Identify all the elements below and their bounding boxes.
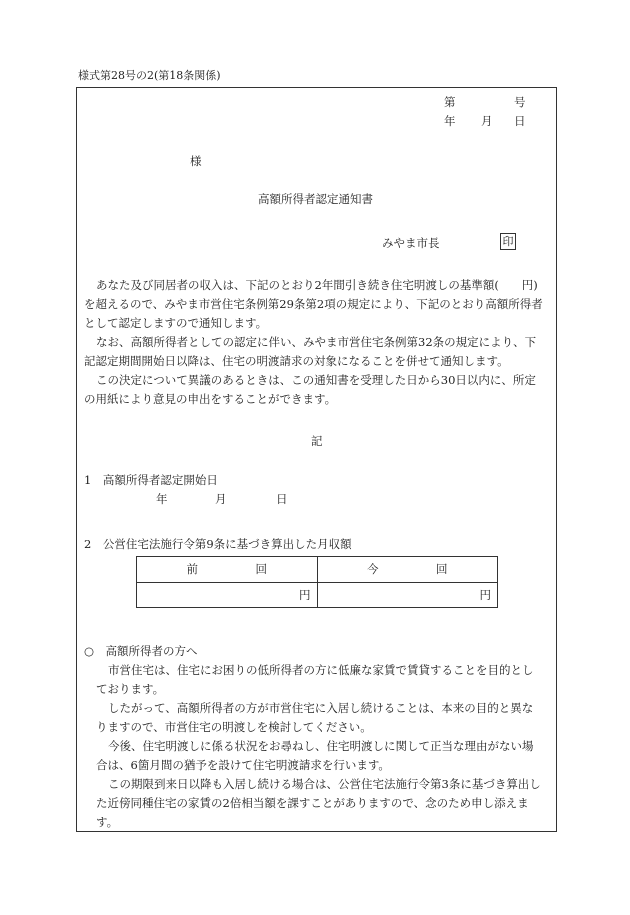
date-year: 年 [444,114,456,128]
number-suffix: 号 [514,95,526,109]
date-month: 月 [481,114,493,128]
notice-n2-line2: りますので、市営住宅の明渡しを検討してください。 [96,720,372,734]
body-p1-line1: あなた及び同居者の収入は、下記のとおり2年間引き続き住宅明渡しの基準額( 円) [96,278,538,292]
body-p3-line2: の用紙により意見の申出をすることができます。 [84,392,337,406]
seal-mark: 印 [500,233,516,250]
notice-n3-line2: 合は、6箇月間の猶予を設けて住宅明渡請求を行います。 [96,758,390,772]
notice-n1-line1: 市営住宅は、住宅にお困りの低所得者の方に低廉な家賃で賃貸することを目的とし [108,663,534,677]
col-current-header: 今 回 [317,557,498,583]
form-label: 様式第28号の2(第18条関係) [78,69,221,82]
body-p2-line2: 記認定期間開始日以降は、住宅の明渡請求の対象になることを併せて通知します。 [84,354,509,368]
issuer-name: みやま市長 [382,236,440,250]
item2-heading: 2 公営住宅法施行令第9条に基づき算出した月収額 [84,537,352,551]
number-prefix: 第 [444,95,456,109]
notice-n1-line2: ております。 [96,682,165,696]
previous-amount-cell: 円 [137,582,318,608]
addressee-suffix: 様 [190,154,202,168]
item1-year: 年 [156,492,168,506]
notice-n3-line1: 今後、住宅明渡しに係る状況をお尋ねし、住宅明渡しに関して正当な理由がない場 [108,739,534,753]
item1-day: 日 [276,492,288,506]
document-title: 高額所得者認定通知書 [258,192,373,206]
date-day: 日 [514,114,526,128]
ki-mark: 記 [311,434,323,448]
col-previous-header: 前 回 [137,557,318,583]
item1-heading: 1 高額所得者認定開始日 [84,473,218,487]
notice-heading: ○ 高額所得者の方へ [84,644,198,658]
body-p3-line1: この決定について異議のあるときは、この通知書を受理した日から30日以内に、所定 [96,373,536,387]
current-amount-cell: 円 [317,582,498,608]
body-p1-line3: として認定しますので通知します。 [84,316,268,330]
notice-n2-line1: したがって、高額所得者の方が市営住宅に入居し続けることは、本来の目的と異な [108,701,534,715]
body-p1-line2: を超えるので、みやま市営住宅条例第29条第2項の規定により、下記のとおり高額所得者 [84,297,543,311]
notice-n4-line3: す。 [96,815,119,829]
notice-n4-line2: た近傍同種住宅の家賃の2倍相当額を課すことがありますので、念のため申し添えま [96,796,529,810]
notice-n4-line1: この期限到来日以降も入居し続ける場合は、公営住宅法施行令第3条に基づき算出し [108,777,541,791]
income-table [136,556,498,608]
item1-month: 月 [215,492,227,506]
body-p2-line1: なお、高額所得者としての認定に伴い、みやま市営住宅条例第32条の規定により、下 [96,335,537,349]
